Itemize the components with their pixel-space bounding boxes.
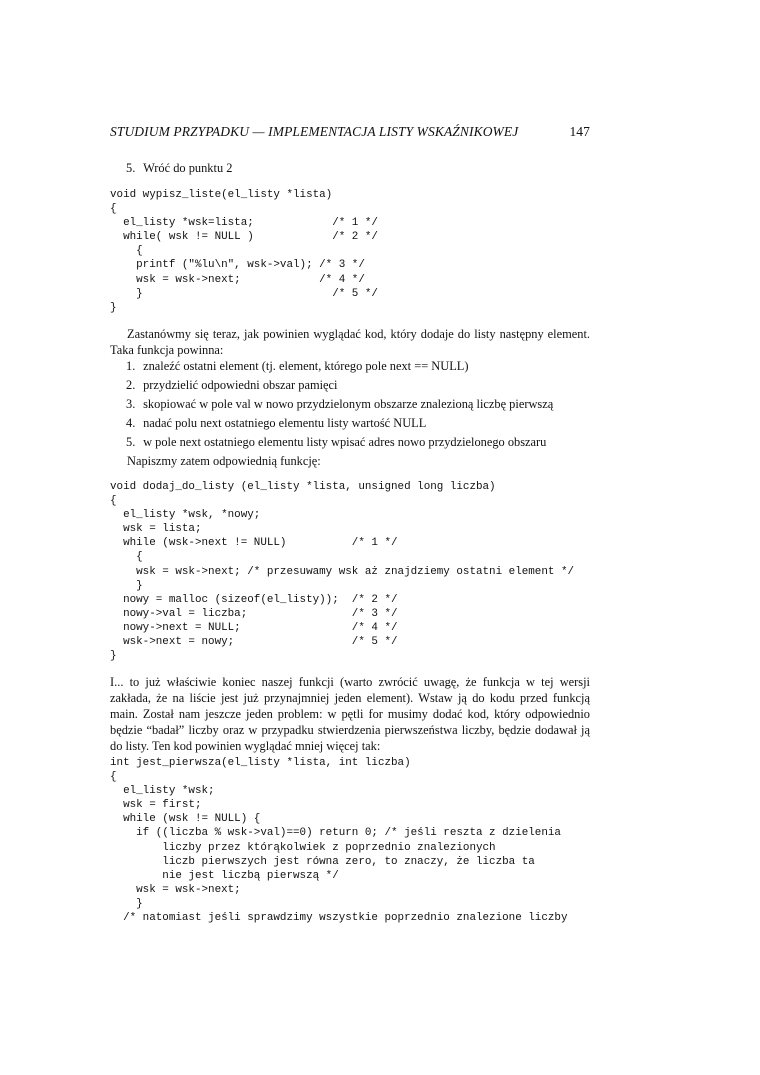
list-item [110, 160, 606, 176]
list-item-number: 1. [126, 359, 136, 373]
page-number: 147 [569, 124, 590, 139]
code-line: liczb pierwszych jest równa zero, to znaczy, że liczba ta [110, 855, 535, 868]
code-line: { [110, 551, 143, 564]
code-line: nowy = malloc (sizeof(el_listy)); /* 2 */ [110, 593, 398, 606]
code-line: } [110, 579, 143, 592]
code-line: } [110, 650, 117, 663]
code-line: wsk->next = nowy; /* 5 */ [110, 636, 398, 649]
code-line: { [110, 203, 117, 216]
list-item-number: 2. [126, 378, 136, 392]
paragraph: Zastanówmy się teraz, jak powinien wyglądać kod, który dodaje do listy następny element. Taka funkcja powinna: [110, 327, 590, 357]
code-line: nowy->next = NULL; /* 4 */ [110, 621, 398, 634]
code-line: wsk = wsk->next; /* przesuwamy wsk aż znajdziemy ostatni element */ [110, 565, 575, 578]
list-item-text: skopiować w pole val w nowo przydzielonym obszarze znalezioną liczbę pierwszą [143, 397, 554, 411]
code-line: { [110, 495, 117, 508]
list-item-text: przydzielić odpowiedni obszar pamięci [143, 378, 338, 392]
code-listing-wypisz-liste [110, 188, 590, 315]
code-line: if ((liczba % wsk->val)==0) return 0; /* jeśli reszta z dzielenia [110, 827, 561, 840]
code-line: wsk = wsk->next; [110, 883, 241, 896]
running-header [110, 124, 590, 144]
code-listing-dodaj-do-listy [110, 480, 590, 663]
paragraph: I... to już właściwie koniec naszej funkcji (warto zwrócić uwagę, że funkcja w tej wersji zakłada, że na liście jest już przynajmniej jeden element). Wstaw ją do kodu przed funkcją main. Został nam jeszcze jeden problem: w pętli for musimy dodać kod, który odpowiednio będzie “badał” liczby oraz w przypadku stwierdzenia pierwszeństwa liczby, będzie dodawał ją do listy. Ten kod powinien wyglądać mniej więcej tak: [110, 675, 590, 753]
code-line: wsk = wsk->next; /* 4 */ [110, 273, 365, 286]
code-line: void dodaj_do_listy (el_listy *lista, unsigned long liczba) [110, 481, 496, 493]
paragraph: Napiszmy zatem odpowiednią funkcję: [127, 454, 321, 468]
code-listing-jest-pierwsza [110, 756, 590, 925]
code-line: wsk = first; [110, 799, 202, 812]
code-line: while (wsk != NULL) { [110, 813, 261, 826]
code-line: el_listy *wsk=lista; /* 1 */ [110, 217, 378, 230]
code-line: } /* 5 */ [110, 287, 378, 300]
list-item [110, 415, 590, 434]
list-item-text: nadać polu next ostatniego elementu listy wartość NULL [143, 416, 427, 430]
list-item-text: Wróć do punktu 2 [143, 161, 233, 175]
code-line: void wypisz_liste(el_listy *lista) [110, 189, 333, 201]
code-line: while( wsk != NULL ) /* 2 */ [110, 231, 378, 244]
code-line: nowy->val = liczba; /* 3 */ [110, 607, 398, 620]
code-line: { [110, 771, 117, 784]
code-line: } [110, 301, 117, 314]
code-line: wsk = lista; [110, 523, 202, 536]
code-line: /* natomiast jeśli sprawdzimy wszystkie poprzednio znalezione liczby [110, 912, 568, 925]
list-item-number: 5. [126, 161, 136, 175]
list-item [110, 434, 590, 453]
list-item [110, 358, 590, 377]
code-line: { [110, 245, 143, 258]
code-line: el_listy *wsk; [110, 785, 215, 798]
code-line: } [110, 897, 143, 910]
list-item [110, 377, 590, 396]
code-line: int jest_pierwsza(el_listy *lista, int liczba) [110, 757, 411, 769]
code-line: printf ("%lu\n", wsk->val); /* 3 */ [110, 259, 365, 272]
list-item-number: 4. [126, 416, 136, 430]
code-line: el_listy *wsk, *nowy; [110, 509, 261, 522]
list-item-number: 5. [126, 435, 136, 449]
list-item [110, 396, 590, 415]
code-line: while (wsk->next != NULL) /* 1 */ [110, 537, 398, 550]
list-item-number: 3. [126, 397, 136, 411]
steps-list [110, 358, 590, 453]
running-title: STUDIUM PRZYPADKU — IMPLEMENTACJA LISTY WSKAŹNIKOWEJ [110, 124, 519, 139]
list-item-text: w pole next ostatniego elementu listy wpisać adres nowo przydzielonego obszaru [143, 435, 547, 449]
code-line: liczby przez którąkolwiek z poprzednio znalezionych [110, 841, 496, 854]
list-item-text: znaleźć ostatni element (tj. element, którego pole next == NULL) [143, 359, 469, 373]
code-line: nie jest liczbą pierwszą */ [110, 869, 339, 882]
